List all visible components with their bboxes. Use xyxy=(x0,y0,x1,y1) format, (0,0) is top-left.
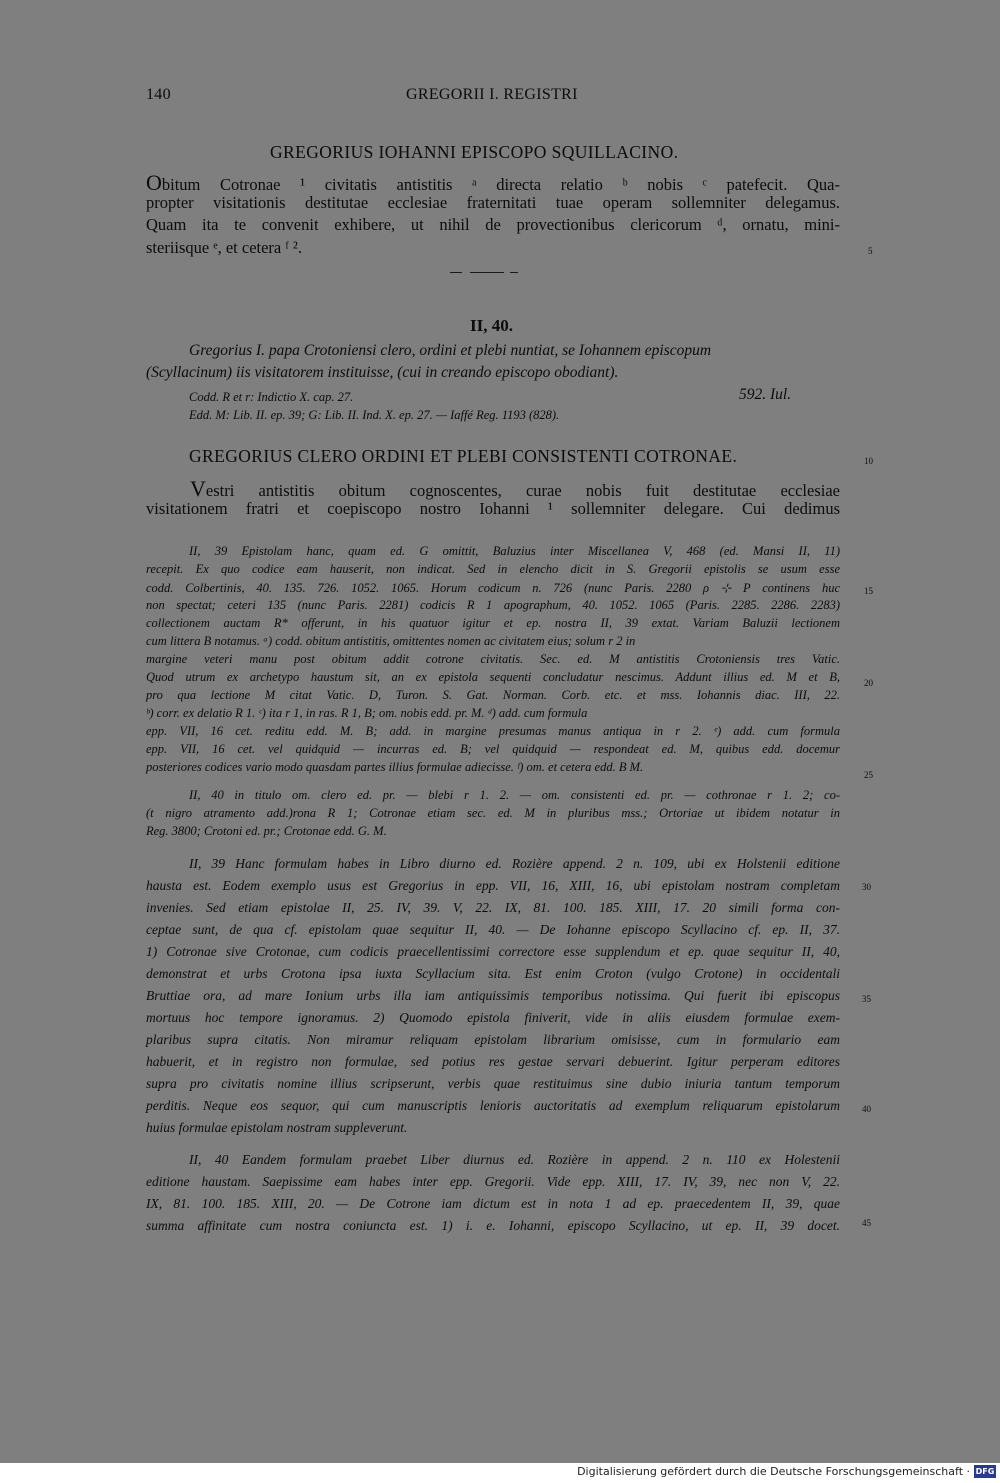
apparatus-line: ᵇ) corr. ex delatio R 1. ᶜ) ita r 1, in ras. R 1, B; om. nobis edd. pr. M. ᵈ) add. cum formula xyxy=(146,706,588,720)
line-number: 45 xyxy=(862,1218,871,1228)
commentary-line: demonstrat et urbs Crotona ipsa iuxta Scyllacium sita. Est enim Croton (vulgo Crotone) in occidentali xyxy=(146,966,840,981)
commentary-line: IX, 81. 100. 185. XIII, 20. — De Cotrone iam dictum est in nota 1 ad ep. praecedentem II, 39, quae xyxy=(146,1196,840,1211)
letter-date: 592. Iul. xyxy=(739,386,792,403)
letter-text-line: Obitum Cotronae ¹ civitatis antistitis ᵃ directa relatio ᵇ nobis ᶜ patefecit. Qua- xyxy=(146,170,840,195)
commentary-line: hausta est. Eodem exemplo usus est Gregorius in epp. VII, 16, XIII, 16, ubi epistolam nostram completam xyxy=(146,878,840,893)
line-number: 30 xyxy=(862,882,871,892)
commentary-line: summa affinitate cum nostra coniuncta est. 1) i. e. Iohanni, episcopo Scyllacino, ut ep. II, 39 docet. xyxy=(146,1218,840,1233)
commentary-line: supra pro civitatis nomine illius scripserunt, verbis quae restituimus sine dubio iniuria tantum temporum xyxy=(146,1076,840,1091)
commentary-line: perditis. Neque eos sequor, qui cum manuscriptis lenioris auctoritatis ad exemplum reliquarum epistolarum xyxy=(146,1098,840,1113)
line-number: 20 xyxy=(864,678,873,688)
line-number: 25 xyxy=(864,770,873,780)
drop-capital: O xyxy=(146,170,162,195)
commentary-line: huius formulae epistolam nostram suppleverunt. xyxy=(146,1120,408,1135)
apparatus-line: recepit. Ex quo codice eam hauserit, non indicat. Sed in elencho dicit in S. Gregorii epistolis se usum esse xyxy=(146,562,840,576)
page-number: 140 xyxy=(146,86,171,103)
separator-rule xyxy=(470,272,504,273)
commentary-line: 1) Cotronae sive Crotonae, cum codicis praecellentissimi correctore esse supplendum et ep. quae sequitur II, 40, xyxy=(146,944,840,959)
apparatus-line: II, 40 in titulo om. clero ed. pr. — blebi r 1. 2. — om. consistenti ed. pr. — cothronae r 1. 2; co- xyxy=(189,788,840,802)
commentary-line: editione haustam. Saepissime eam habes inter epp. Gregorii. Vide epp. XIII, 17. IV, 39, nec non V, 22. xyxy=(146,1174,840,1189)
commentary-line: ceptae sunt, de qua cf. epistolam quae sequitur II, 40. — De Iohanne episcopo Scyllacino cf. ep. II, 37. xyxy=(146,922,840,937)
letter-summary: (Scyllacinum) iis visitatorem instituisse, (cui in creando episcopo obodiant). xyxy=(146,364,619,381)
separator-rule xyxy=(510,272,518,273)
apparatus-line: codd. Colbertinis, 40. 135. 726. 1052. 1065. Horum codicum n. 726 (nunc Paris. 2280 ρ ⊹ P continens huc xyxy=(146,581,840,595)
letter-heading: GREGORIUS CLERO ORDINI ET PLEBI CONSISTENTI COTRONAE. xyxy=(189,446,738,466)
codices-note: Codd. R et r: Indictio X. cap. 27. xyxy=(189,390,354,404)
commentary-line: habuerit, et in registro non formulae, sed potius res gestae servari debuerint. Igitur perperam editores xyxy=(146,1054,840,1069)
commentary-line: invenies. Sed etiam epistolae II, 25. IV, 39. V, 22. IX, 81. 100. 185. XIII, 17. 20 simili forma con- xyxy=(146,900,840,915)
letter-text-line: propter visitationis destitutae ecclesiae fraternitati tuae operam sollemniter delegamus. xyxy=(146,193,840,212)
line-number: 15 xyxy=(864,586,873,596)
apparatus-line: epp. VII, 16 cet. reditu edd. M. B; add. in margine presumas manus antiqua in r 2. ᵉ) add. cum formula xyxy=(146,724,840,738)
apparatus-line: posteriores codices vario modo quasdam partes illius formulae adiecisse. ᶠ) om. et cetera edd. B M. xyxy=(146,760,644,774)
drop-capital: V xyxy=(190,476,206,501)
dfg-logo-icon: DFG xyxy=(975,1467,995,1476)
running-head-title: GREGORII I. REGISTRI xyxy=(406,86,578,103)
apparatus-line: epp. VII, 16 cet. vel quidquid — incurras ed. B; vel quidquid — respondeat ed. M, quibus edd. docemur xyxy=(146,742,840,756)
letter-text-line: visitationem fratri et coepiscopo nostro Iohanni ¹ sollemniter delegare. Cui dedimus xyxy=(146,499,840,518)
digitization-credit: Digitalisierung gefördert durch die Deutsche Forschungsgemeinschaft · xyxy=(577,1465,970,1478)
commentary-line: II, 40 Eandem formulam praebet Liber diurnus ed. Rozière in append. 2 n. 110 ex Holestenii xyxy=(189,1152,840,1167)
apparatus-line: margine veteri manu post obitum addit cotrone civitatis. Sec. ed. M antistitis Crotoniensis tres Vatic. xyxy=(146,652,840,666)
letter-text-line: Quam ita te convenit exhibere, ut nihil de provectionibus clericorum ᵈ, ornatu, mini- xyxy=(146,215,840,234)
commentary-line: plaribus supra citatis. Non miramur reliquam epistolam librarium omisisse, cum in formulario eam xyxy=(146,1032,840,1047)
letter-text-line: Vestri antistitis obitum cognoscentes, curae nobis fuit destitutae ecclesiae xyxy=(190,476,840,501)
commentary-line: mortuus hoc tempore ignoramus. 2) Quomodo epistola finiverit, vide in aliis eiusdem formulae exem- xyxy=(146,1010,840,1025)
editions-note: Edd. M: Lib. II. ep. 39; G: Lib. II. Ind. X. ep. 27. — Iaffé Reg. 1193 (828). xyxy=(189,408,560,422)
line-number: 40 xyxy=(862,1104,871,1114)
apparatus-line: (t nigro atramento add.)rona R 1; Cotronae etiam sec. ed. M in pluribus mss.; Ortoriae ut ibidem notatur in xyxy=(146,806,840,820)
apparatus-line: Quod utrum ex archetypo haustum sit, an ex epistola sequenti concludatur nescimus. Addunt illius ed. M et B, xyxy=(146,670,840,684)
apparatus-line: II, 39 Epistolam hanc, quam ed. G omittit, Baluzius inter Miscellanea V, 468 (ed. Mansi II, 11) xyxy=(189,544,840,558)
separator-rule xyxy=(450,272,462,273)
letter-text-line: steriisque ᵉ, et cetera ᶠ ². xyxy=(146,238,303,257)
letter-heading: GREGORIUS IOHANNI EPISCOPO SQUILLACINO. xyxy=(270,142,679,162)
letter-number: II, 40. xyxy=(470,316,513,335)
line-number: 35 xyxy=(862,994,871,1004)
commentary-line: II, 39 Hanc formulam habes in Libro diurno ed. Rozière append. 2 n. 109, ubi ex Holstenii editione xyxy=(189,856,840,871)
apparatus-line: Reg. 3800; Crotoni ed. pr.; Crotonae edd. G. M. xyxy=(146,824,387,838)
apparatus-line: pro qua lectione M citat Vatic. D, Turon. S. Gat. Norman. Corb. etc. et mss. Iohannis diac. III, 22. xyxy=(146,688,840,702)
line-number: 10 xyxy=(864,456,873,466)
apparatus-line: collectionem auctam R* offerunt, in his quatuor igitur et ep. nostra II, 39 extat. Variam Baluzii lectionem xyxy=(146,616,840,630)
letter-summary: Gregorius I. papa Crotoniensi clero, ordini et plebi nuntiat, se Iohannem episcopum xyxy=(189,342,712,359)
apparatus-line: cum littera B notamus. ᵃ) codd. obitum antistitis, omittentes nomen ac civitatem eius; solum r 2 in xyxy=(146,634,636,648)
apparatus-line: non spectat; ceteri 135 (nunc Paris. 2281) codicis R 1 apographum, 40. 1052. 1065 (Paris. 2285. 2286. 2283) xyxy=(146,598,840,612)
line-number: 5 xyxy=(868,246,873,256)
commentary-line: Bruttiae ora, ad mare Ionium urbs illa iam antiquissimis temporibus notissima. Qui fuerit ibi episcopus xyxy=(146,988,840,1003)
